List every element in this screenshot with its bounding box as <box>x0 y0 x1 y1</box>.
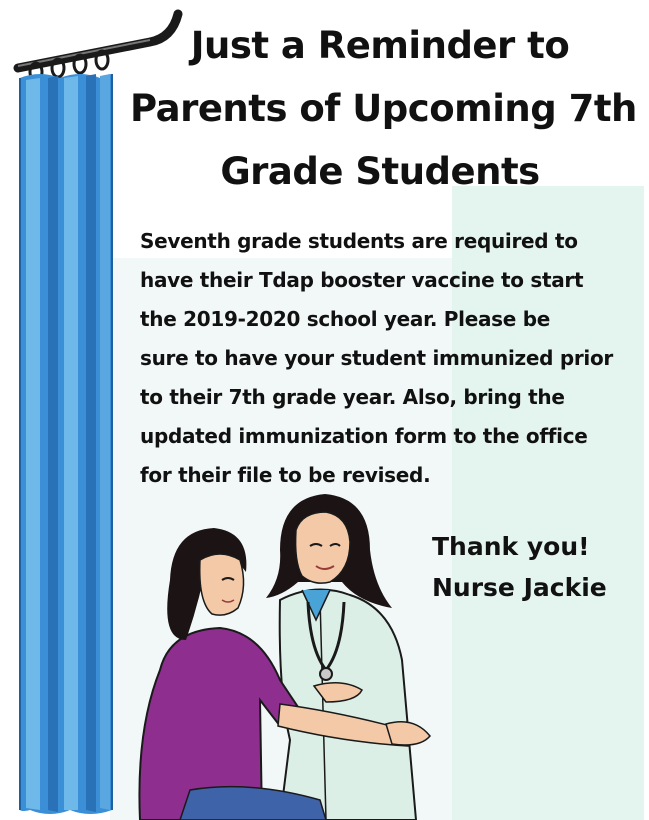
curtain-fabric <box>20 74 112 814</box>
message-line: updated immunization form to the office <box>140 424 588 448</box>
title-line: Parents of Upcoming 7th <box>130 87 637 130</box>
flyer-title <box>130 14 637 203</box>
nurse-coat <box>280 590 416 820</box>
nurse-name: Nurse Jackie <box>432 573 607 602</box>
student-face <box>200 554 244 615</box>
message-line: Seventh grade students are required to <box>140 229 578 253</box>
message-line: the 2019-2020 school year. Please be <box>140 307 550 331</box>
reminder-message <box>140 222 630 495</box>
message-line: for their file to be revised. <box>140 463 431 487</box>
message-line: to their 7th grade year. Also, bring the <box>140 385 565 409</box>
message-line: have their Tdap booster vaccine to start <box>140 268 584 292</box>
title-line: Just a Reminder to <box>190 24 570 67</box>
title-line: Grade Students <box>220 150 540 193</box>
nurse-and-student-illustration <box>130 490 460 820</box>
message-line: sure to have your student immunized prior <box>140 346 613 370</box>
thanks-text: Thank you! <box>432 532 590 561</box>
nurse-face <box>296 512 350 583</box>
